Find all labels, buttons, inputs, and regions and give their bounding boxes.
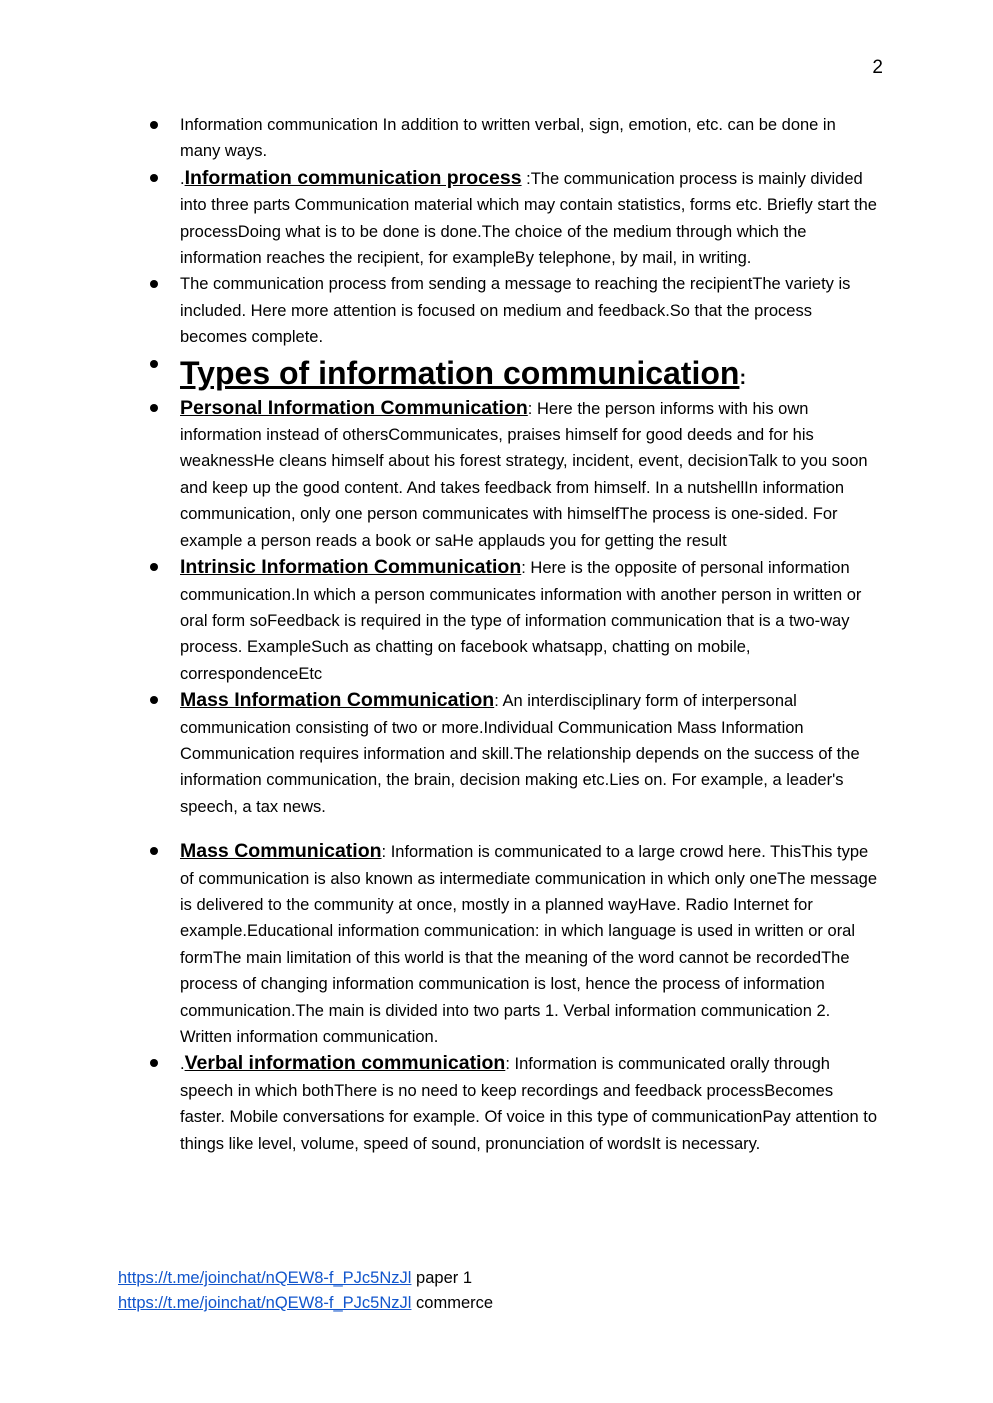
paragraph-lead: Verbal information communication bbox=[184, 1052, 506, 1075]
section-heading-colon: : bbox=[739, 366, 747, 389]
page-number: 2 bbox=[872, 57, 883, 78]
bullet-dot-icon bbox=[150, 847, 158, 855]
section-heading: Types of information communication bbox=[180, 354, 740, 391]
paragraph-lead: Intrinsic Information Communication bbox=[180, 556, 522, 579]
list-item bbox=[118, 271, 878, 350]
bullet-dot-icon bbox=[150, 696, 158, 704]
bullet-dot-icon bbox=[150, 563, 158, 571]
list-item bbox=[118, 554, 878, 687]
footer-link-paper[interactable]: https://t.me/joinchat/nQEW8-f_PJc5NzJl bbox=[118, 1269, 412, 1287]
list-item bbox=[118, 687, 878, 820]
paragraph-lead: Personal Information Communication bbox=[180, 396, 528, 419]
paragraph-lead: Mass Information Communication bbox=[180, 689, 495, 712]
paragraph-spacer bbox=[118, 820, 878, 838]
paragraph-text: : Information is communicated orally through speech in which bothThere is no need to keep recordings and feedback processBecomes faster. Mobile conversations for example. Of voice in this type of communicationPay attention to things like level, volume, speed of sound, pronunciation of wordsIt is necessary. bbox=[180, 1055, 878, 1153]
bullet-dot-icon bbox=[150, 280, 158, 288]
bullet-dot-icon bbox=[150, 360, 158, 368]
bullet-list bbox=[118, 112, 878, 1157]
list-item bbox=[118, 1050, 878, 1157]
bullet-dot-icon bbox=[150, 1059, 158, 1067]
list-item bbox=[118, 165, 878, 272]
lead-prefix: . bbox=[180, 169, 185, 188]
paragraph-text: : Information is communicated to a large crowd here. ThisThis type of communication is also known as intermediate communication in which only oneThe message is delivered to the community at once, mostly in a planned wayHave. Radio Internet for example.Educational information communication: in which language is used in written or oral formThe main limitation of this world is that the meaning of the word cannot be recordedThe process of changing information communication is lost, hence the process of information communication.The main is divided into two parts 1. Verbal information communication 2. Written information communication. bbox=[180, 843, 878, 1046]
paragraph-lead: Mass Communication bbox=[180, 840, 382, 863]
paragraph-text: The communication process from sending a message to reaching the recipientThe variety is included. Here more attention is focused on medium and feedback.So that the process becomes complete. bbox=[180, 275, 851, 347]
paragraph-text: Information communication In addition to written verbal, sign, emotion, etc. can be done in many ways. bbox=[180, 116, 836, 161]
footer-line bbox=[118, 1266, 878, 1291]
list-item bbox=[118, 838, 878, 1050]
paragraph-text: : Here the person informs with his own information instead of othersCommunicates, praises himself for good deeds and for his weaknessHe cleans himself about his forest strategy, incident, event, decisionTalk to you soon and keep up the good content. And takes feedback from himself. In a nutshellIn information communication, only one person communicates with himselfThe process is one-sided. For example a person reads a book or saHe applauds you for getting the result bbox=[180, 399, 868, 550]
paragraph-lead: Information communication process bbox=[184, 166, 522, 189]
footer-link-paper-suffix: paper 1 bbox=[411, 1269, 472, 1287]
paragraph-text: :The communication process is mainly divided into three parts Communication material which may contain statistics, forms etc. Briefly start the processDoing what is to be done is done.The choice of the medium through which the information reaches the recipient, for exampleBy telephone, by mail, in writing. bbox=[180, 169, 877, 268]
list-item bbox=[118, 395, 878, 554]
footer-link-commerce[interactable]: https://t.me/joinchat/nQEW8-f_PJc5NzJl bbox=[118, 1294, 412, 1312]
bullet-dot-icon bbox=[150, 404, 158, 412]
document-footer bbox=[118, 1266, 878, 1316]
footer-line bbox=[118, 1291, 878, 1316]
list-item bbox=[118, 112, 878, 165]
bullet-dot-icon bbox=[150, 174, 158, 182]
footer-link-commerce-suffix: commerce bbox=[411, 1294, 494, 1312]
paragraph-text: : An interdisciplinary form of interpersonal communication consisting of two or more.Individual Communication Mass Information Communication requires information and skill.The relationship depends on the success of the information communication, the brain, decision making etc.Lies on. For example, a leader's speech, a tax news. bbox=[180, 692, 860, 816]
paragraph-text: : Here is the opposite of personal information communication.In which a person communicates information with another person in written or oral form soFeedback is required in the type of information communication that is a two-way process. ExampleSuch as chatting on facebook whatsapp, chatting on mobile, correspondenceEtc bbox=[180, 559, 862, 683]
document-body bbox=[118, 112, 878, 1157]
section-heading-item bbox=[118, 351, 878, 395]
lead-prefix: . bbox=[180, 1055, 185, 1074]
bullet-dot-icon bbox=[150, 121, 158, 129]
